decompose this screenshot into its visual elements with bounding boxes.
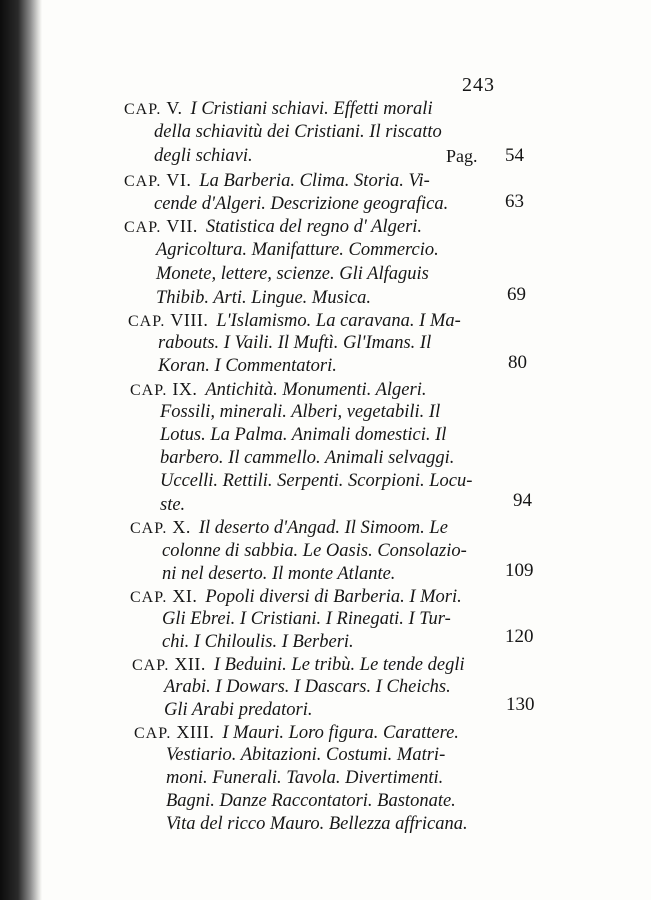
toc-line: Fossili, minerali. Alberi, vegetabili. Il <box>160 402 441 422</box>
toc-line: rabouts. I Vaili. Il Muftì. Gl'Imans. Il <box>158 333 432 353</box>
chapter-label: CAP. IX. <box>130 379 198 399</box>
toc-line: CAP. VI. La Barberia. Clima. Storia. Vi- <box>124 170 430 191</box>
book-spine-shadow <box>0 0 42 900</box>
toc-line: Lotus. La Palma. Animali domestici. Il <box>160 425 447 445</box>
toc-line: CAP. IX. Antichità. Monumenti. Algeri. <box>130 379 427 400</box>
chapter-page-number: 63 <box>505 191 524 212</box>
chapter-page-number: 130 <box>506 694 535 715</box>
toc-line: barbero. Il cammello. Animali selvaggi. <box>160 448 455 468</box>
toc-line: CAP. VIII. L'Islamismo. La caravana. I Ma- <box>128 310 461 331</box>
toc-line: chi. I Chiloulis. I Berberi. <box>162 632 354 652</box>
toc-line: CAP. XI. Popoli diversi di Barberia. I Mori. <box>130 586 462 607</box>
toc-line: CAP. XIII. I Mauri. Loro figura. Carattere. <box>134 722 459 743</box>
toc-line: Thibib. Arti. Lingue. Musica. <box>156 288 371 308</box>
chapter-label: CAP. VII. <box>124 216 198 236</box>
toc-line: Koran. I Commentatori. <box>158 356 337 376</box>
toc-line: CAP. X. Il deserto d'Angad. Il Simoom. Le <box>130 517 448 538</box>
chapter-page-number: 80 <box>508 352 527 373</box>
toc-line: Uccelli. Rettili. Serpenti. Scorpioni. Locu- <box>160 471 473 491</box>
chapter-label: CAP. XI. <box>130 586 198 606</box>
toc-line: CAP. VII. Statistica del regno d' Algeri. <box>124 216 423 237</box>
pag-label: Pag. <box>446 146 478 166</box>
chapter-label: CAP. XIII. <box>134 722 215 742</box>
toc-line: cende d'Algeri. Descrizione geografica. <box>154 194 449 214</box>
chapter-label: CAP. VIII. <box>128 310 209 330</box>
toc-line: Gli Ebrei. I Cristiani. I Rinegati. I Tur- <box>162 609 451 629</box>
toc-line: Monete, lettere, scienze. Gli Alfaguis <box>156 264 429 284</box>
toc-line: ni nel deserto. Il monte Atlante. <box>162 564 396 584</box>
toc-line: degli schiavi. <box>154 146 253 166</box>
toc-line: Arabi. I Dowars. I Dascars. I Cheichs. <box>164 677 451 697</box>
chapter-page-number: 120 <box>505 626 534 647</box>
chapter-label: CAP. X. <box>130 517 191 537</box>
toc-line: Vita del ricco Mauro. Bellezza affricana. <box>166 814 468 834</box>
toc-line: Vestiario. Abitazioni. Costumi. Matri- <box>166 745 446 765</box>
toc-line: Agricoltura. Manifatture. Commercio. <box>156 240 439 260</box>
chapter-page-number: 94 <box>513 490 532 511</box>
toc-line: Bagni. Danze Raccontatori. Bastonate. <box>166 791 456 811</box>
page-number: 243 <box>462 74 495 96</box>
toc-line: Gli Arabi predatori. <box>164 700 313 720</box>
chapter-page-number: 69 <box>507 284 526 305</box>
toc-line: colonne di sabbia. Le Oasis. Consolazio- <box>162 541 467 561</box>
toc-line: moni. Funerali. Tavola. Divertimenti. <box>166 768 444 788</box>
toc-line: della schiavitù dei Cristiani. Il riscatto <box>154 122 442 142</box>
chapter-label: CAP. V. <box>124 98 183 118</box>
toc-line: ste. <box>160 495 186 515</box>
toc-line: CAP. V. I Cristiani schiavi. Effetti morali <box>124 98 433 119</box>
chapter-label: CAP. VI. <box>124 170 192 190</box>
chapter-page-number: 109 <box>505 560 534 581</box>
chapter-label: CAP. XII. <box>132 654 206 674</box>
toc-line: CAP. XII. I Beduini. Le tribù. Le tende degli <box>132 654 465 675</box>
chapter-page-number: 54 <box>505 145 524 166</box>
